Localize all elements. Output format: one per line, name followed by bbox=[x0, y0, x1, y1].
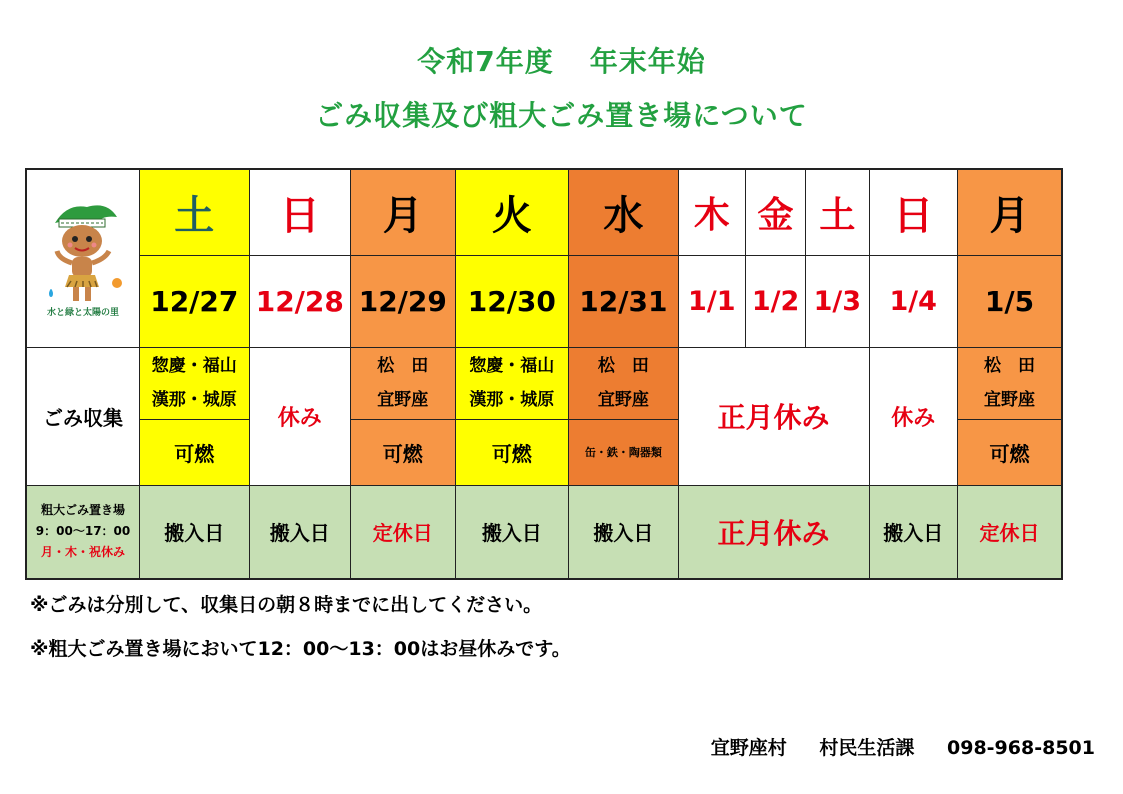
date-6: 1/2 bbox=[745, 255, 805, 347]
bulky-cell-3: 搬入日 bbox=[455, 485, 569, 579]
footer-village: 宜野座村 bbox=[710, 737, 787, 759]
note-sorting: ※ごみは分別して、収集日の朝８時までに出してください。 bbox=[30, 594, 543, 616]
day-3: 火 bbox=[455, 169, 569, 255]
new-year-rest-cell: 正月休み bbox=[678, 347, 869, 485]
day-9: 月 bbox=[957, 169, 1062, 255]
weekday-row bbox=[26, 169, 1062, 255]
bulky-cell-1: 搬入日 bbox=[249, 485, 350, 579]
day-7: 土 bbox=[806, 169, 869, 255]
footer-phone: 098-968-8501 bbox=[947, 737, 1095, 759]
rest-cell-1: 休み bbox=[249, 347, 350, 485]
area-line: 松 田 bbox=[377, 356, 429, 376]
area-cell-9 bbox=[957, 347, 1062, 419]
type-cell-4: 缶・鉄・陶器類 bbox=[569, 419, 679, 485]
note-lunch-break: ※粗大ごみ置き場において12：00〜13：00はお昼休みです。 bbox=[30, 638, 571, 660]
mascot-cell bbox=[26, 169, 140, 347]
day-8: 日 bbox=[869, 169, 957, 255]
garbage-label: ごみ収集 bbox=[26, 347, 140, 485]
bulky-label-title: 粗大ごみ置き場 bbox=[41, 503, 126, 518]
date-4: 12/31 bbox=[569, 255, 679, 347]
date-row bbox=[26, 255, 1062, 347]
bulky-cell-4: 搬入日 bbox=[569, 485, 679, 579]
type-cell-0: 可燃 bbox=[140, 419, 250, 485]
date-1: 12/28 bbox=[249, 255, 350, 347]
area-cell-2 bbox=[351, 347, 456, 419]
bulky-label-closed-days: 月・木・祝休み bbox=[41, 545, 126, 560]
bulky-label bbox=[26, 485, 140, 579]
date-7: 1/3 bbox=[806, 255, 869, 347]
bulky-cell-2: 定休日 bbox=[351, 485, 456, 579]
fiscal-year: 令和7年度 bbox=[417, 45, 554, 78]
day-1: 日 bbox=[249, 169, 350, 255]
bulky-row bbox=[26, 485, 1062, 579]
schedule-table bbox=[25, 168, 1063, 580]
bulky-new-year-rest: 正月休み bbox=[678, 485, 869, 579]
day-4: 水 bbox=[569, 169, 679, 255]
garbage-area-row bbox=[26, 347, 1062, 419]
day-0: 土 bbox=[140, 169, 250, 255]
area-cell-4 bbox=[569, 347, 679, 419]
day-5: 木 bbox=[678, 169, 745, 255]
day-2: 月 bbox=[351, 169, 456, 255]
date-2: 12/29 bbox=[351, 255, 456, 347]
area-line: 宜野座 bbox=[377, 390, 429, 410]
bulky-cell-9: 定休日 bbox=[957, 485, 1062, 579]
date-5: 1/1 bbox=[678, 255, 745, 347]
date-0: 12/27 bbox=[140, 255, 250, 347]
title-line-2: ごみ収集及び粗大ごみ置き場について bbox=[315, 99, 808, 132]
area-line: 漢那・城原 bbox=[469, 390, 555, 410]
date-9: 1/5 bbox=[957, 255, 1062, 347]
type-cell-3: 可燃 bbox=[455, 419, 569, 485]
area-cell-3 bbox=[455, 347, 569, 419]
type-cell-2: 可燃 bbox=[351, 419, 456, 485]
mascot-icon bbox=[37, 193, 129, 323]
area-line: 漢那・城原 bbox=[151, 390, 237, 410]
area-line: 惣慶・福山 bbox=[469, 356, 555, 376]
footer-contact bbox=[711, 733, 1095, 760]
type-cell-9: 可燃 bbox=[957, 419, 1062, 485]
bulky-cell-0: 搬入日 bbox=[140, 485, 250, 579]
area-line: 宜野座 bbox=[983, 390, 1035, 410]
date-3: 12/30 bbox=[455, 255, 569, 347]
date-8: 1/4 bbox=[869, 255, 957, 347]
rest-cell-8: 休み bbox=[869, 347, 957, 485]
area-line: 宜野座 bbox=[597, 390, 649, 410]
area-cell-0 bbox=[140, 347, 250, 419]
day-6: 金 bbox=[745, 169, 805, 255]
bulky-label-hours: 9：00〜17：00 bbox=[35, 524, 131, 539]
mascot-caption: 水と緑と太陽の里 bbox=[47, 308, 120, 319]
area-line: 惣慶・福山 bbox=[151, 356, 237, 376]
bulky-cell-8: 搬入日 bbox=[869, 485, 957, 579]
title-line-1 bbox=[0, 40, 1123, 80]
year-end-label: 年末年始 bbox=[589, 45, 706, 78]
area-line: 松 田 bbox=[597, 356, 649, 376]
area-line: 松 田 bbox=[983, 356, 1035, 376]
footer-section: 村民生活課 bbox=[819, 737, 915, 759]
